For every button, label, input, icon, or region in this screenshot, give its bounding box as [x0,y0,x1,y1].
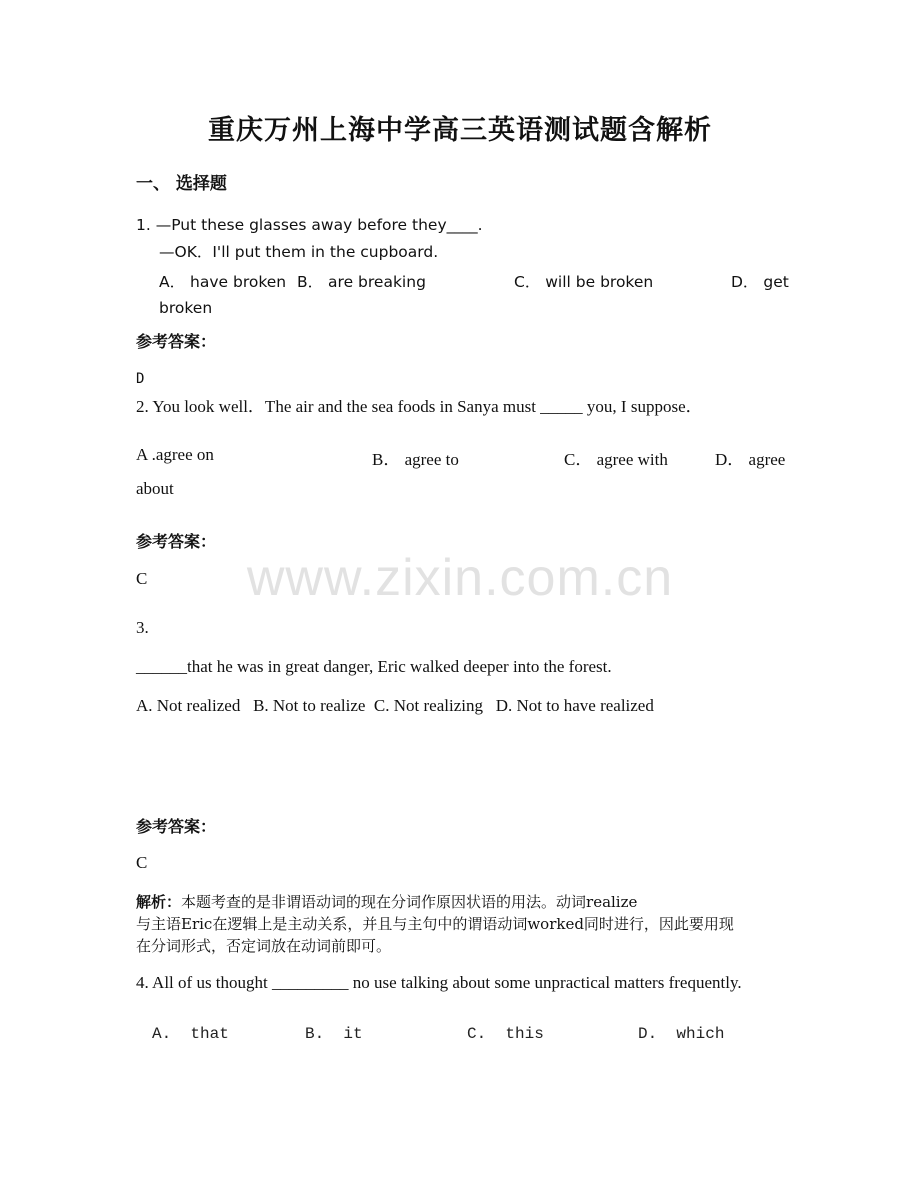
q4-option-b: B. it [305,1025,363,1043]
q1-answer-label: 参考答案： [136,332,217,351]
q1-option-d: D． get [731,273,789,291]
q1-answer: D [136,371,145,387]
q2-option-b: B． agree to [372,450,459,469]
q2-option-a: A .agree on [136,445,214,464]
q1-option-c: C． will be broken [514,273,654,291]
q1-option-b: B． are breaking [297,273,426,291]
q2-option-d: D． agree [715,450,786,469]
q3-answer: C [136,853,148,872]
q3-stem: ______that he was in great danger, Eric walked deeper into the forest. [136,657,612,676]
q1-stem: 1. —Put these glasses away before they____. [136,216,483,234]
q4-option-a: A. that [152,1025,229,1043]
q3-analysis-line2: 与主语Eric在逻辑上是主动关系，并且与主句中的谓语动词worked同时进行，因此要用现 [136,915,734,933]
q3-number: 3. [136,618,149,637]
q4-option-d: D. which [638,1025,725,1043]
q3-answer-label: 参考答案： [136,817,217,836]
q2-stem: 2. You look well．The air and the sea foods in Sanya must _____ you, I suppose． [136,397,703,416]
q4-option-c: C. this [467,1025,544,1043]
q2-option-c: C． agree with [564,450,668,469]
q1-option-d-cont: broken [159,299,213,317]
q1-line2: —OK．I'll put them in the cupboard. [159,243,439,261]
q3-options: A. Not realized B. Not to realize C. Not realizing D. Not to have realized [136,696,654,715]
q3-analysis-line1 [136,891,637,912]
q2-option-d-cont: about [136,479,174,498]
q3-analysis-label: 解析： [136,893,182,911]
q2-answer-label: 参考答案： [136,532,217,551]
q3-analysis-line3: 在分词形式，否定词放在动词前即可。 [136,937,392,955]
page-title: 重庆万州上海中学高三英语测试题含解析 [208,115,712,146]
watermark: www.zixin.com.cn [246,549,674,607]
q2-answer: C [136,569,148,588]
q1-option-a: A． have broken [159,273,287,291]
q4-stem: 4. All of us thought _________ no use talking about some unpractical matters frequently. [136,973,742,992]
q3-analysis-text1: 本题考查的是非谓语动词的现在分词作原因状语的用法。动词realize [181,893,638,911]
section-heading: 一、 选择题 [136,174,227,194]
